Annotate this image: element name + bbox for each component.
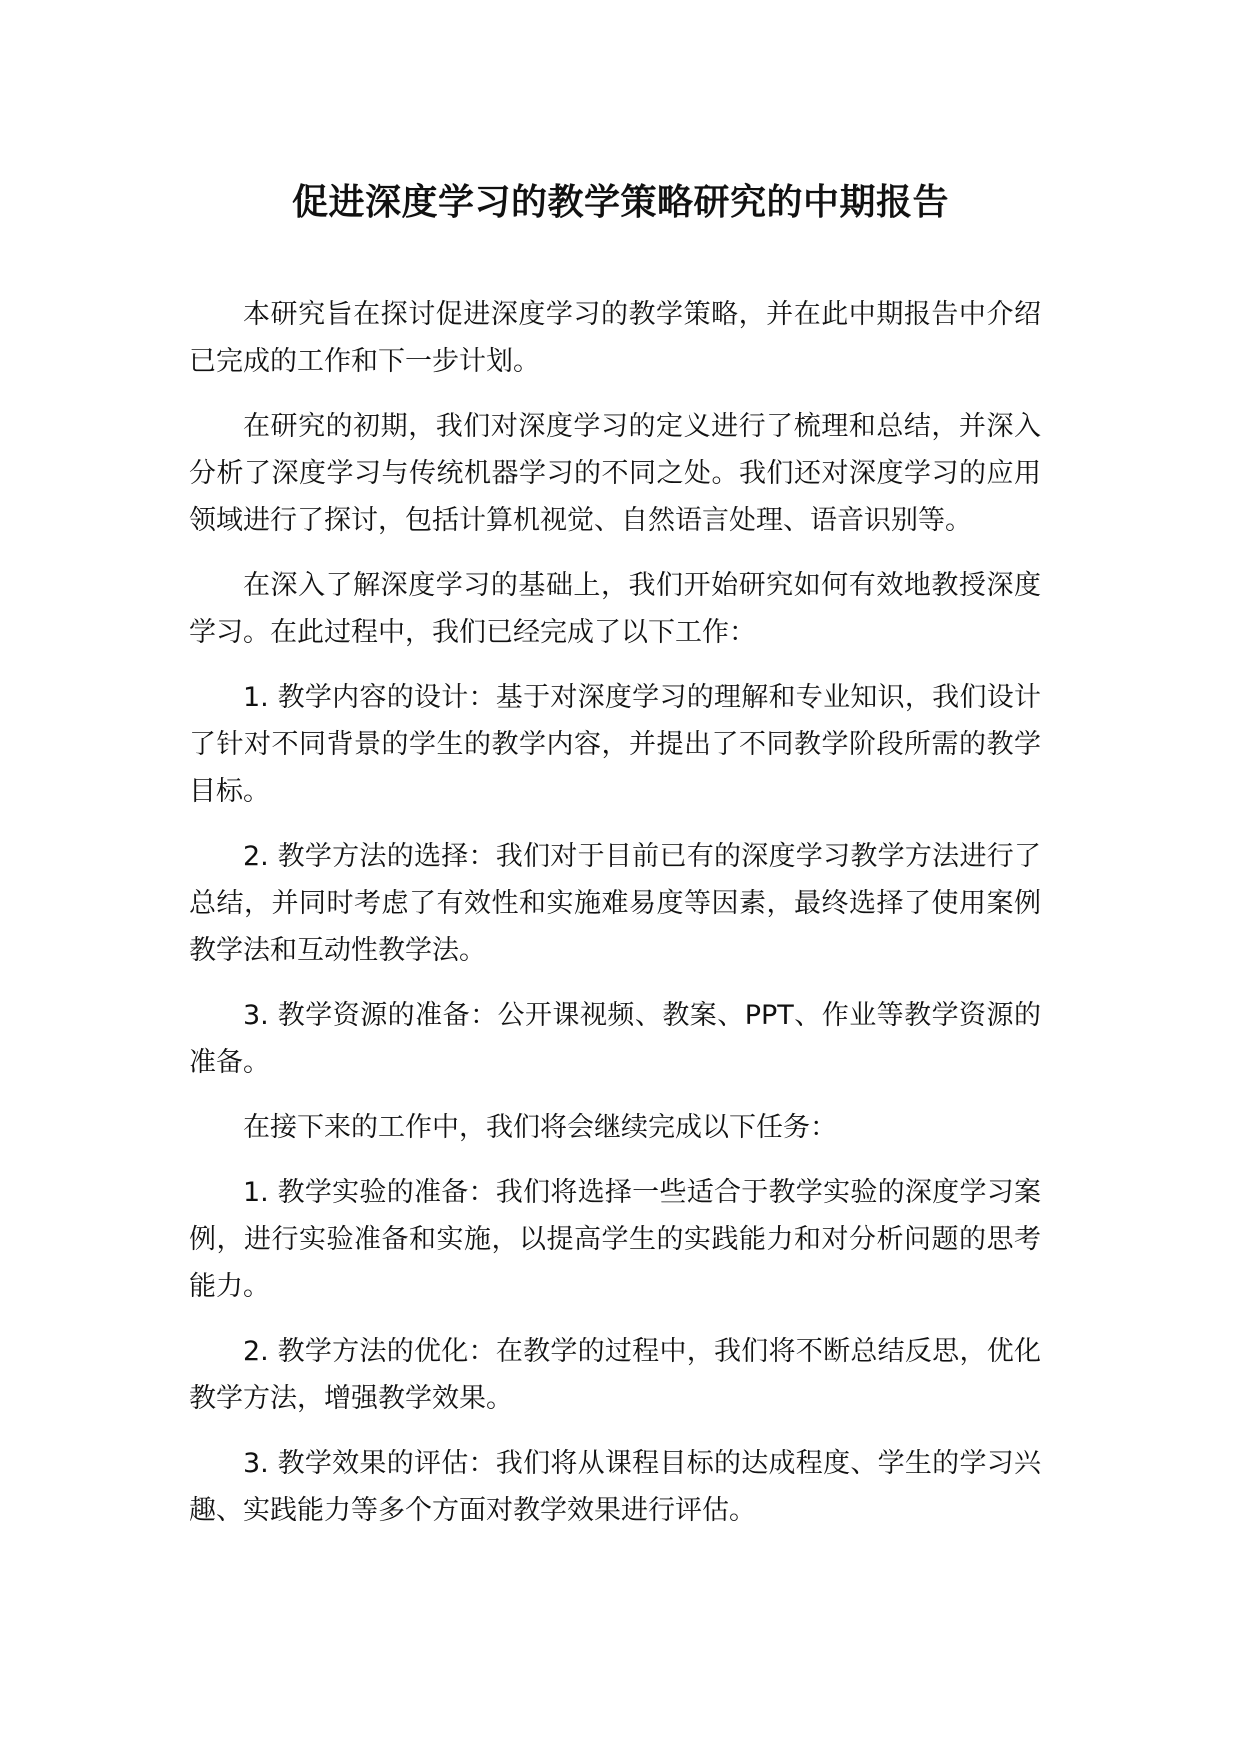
paragraph-intro: 本研究旨在探讨促进深度学习的教学策略，并在此中期报告中介绍已完成的工作和下一步计划。: [189, 299, 1041, 377]
paragraph-next-tasks-intro: 在接下来的工作中，我们将会继续完成以下任务：: [243, 1112, 837, 1143]
next-item-experiment-preparation: 1. 教学实验的准备：我们将选择一些适合于教学实验的深度学习案例，进行实验准备和实施，以提高学生的实践能力和对分析问题的思考能力。: [189, 1177, 1041, 1302]
document-body: [189, 291, 1041, 1552]
completed-item-content-design: 1. 教学内容的设计：基于对深度学习的理解和专业知识，我们设计了针对不同背景的学生的教学内容，并提出了不同教学阶段所需的教学目标。: [189, 682, 1041, 807]
paragraph-initial-stage: 在研究的初期，我们对深度学习的定义进行了梳理和总结，并深入分析了深度学习与传统机器学习的不同之处。我们还对深度学习的应用领域进行了探讨，包括计算机视觉、自然语言处理、语音识别等。: [189, 411, 1041, 536]
next-item-method-optimization: 2. 教学方法的优化：在教学的过程中，我们将不断总结反思，优化教学方法，增强教学效果。: [189, 1336, 1041, 1414]
paragraph-completed-work-intro: 在深入了解深度学习的基础上，我们开始研究如何有效地教授深度学习。在此过程中，我们已经完成了以下工作：: [189, 570, 1041, 648]
completed-item-resource-preparation: 3. 教学资源的准备：公开课视频、教案、PPT、作业等教学资源的准备。: [189, 1000, 1041, 1078]
completed-item-method-selection: 2. 教学方法的选择：我们对于目前已有的深度学习教学方法进行了总结，并同时考虑了有效性和实施难易度等因素，最终选择了使用案例教学法和互动性教学法。: [189, 841, 1041, 966]
next-item-effect-evaluation: 3. 教学效果的评估：我们将从课程目标的达成程度、学生的学习兴趣、实践能力等多个方面对教学效果进行评估。: [189, 1448, 1041, 1526]
document-title: 促进深度学习的教学策略研究的中期报告: [291, 182, 949, 223]
